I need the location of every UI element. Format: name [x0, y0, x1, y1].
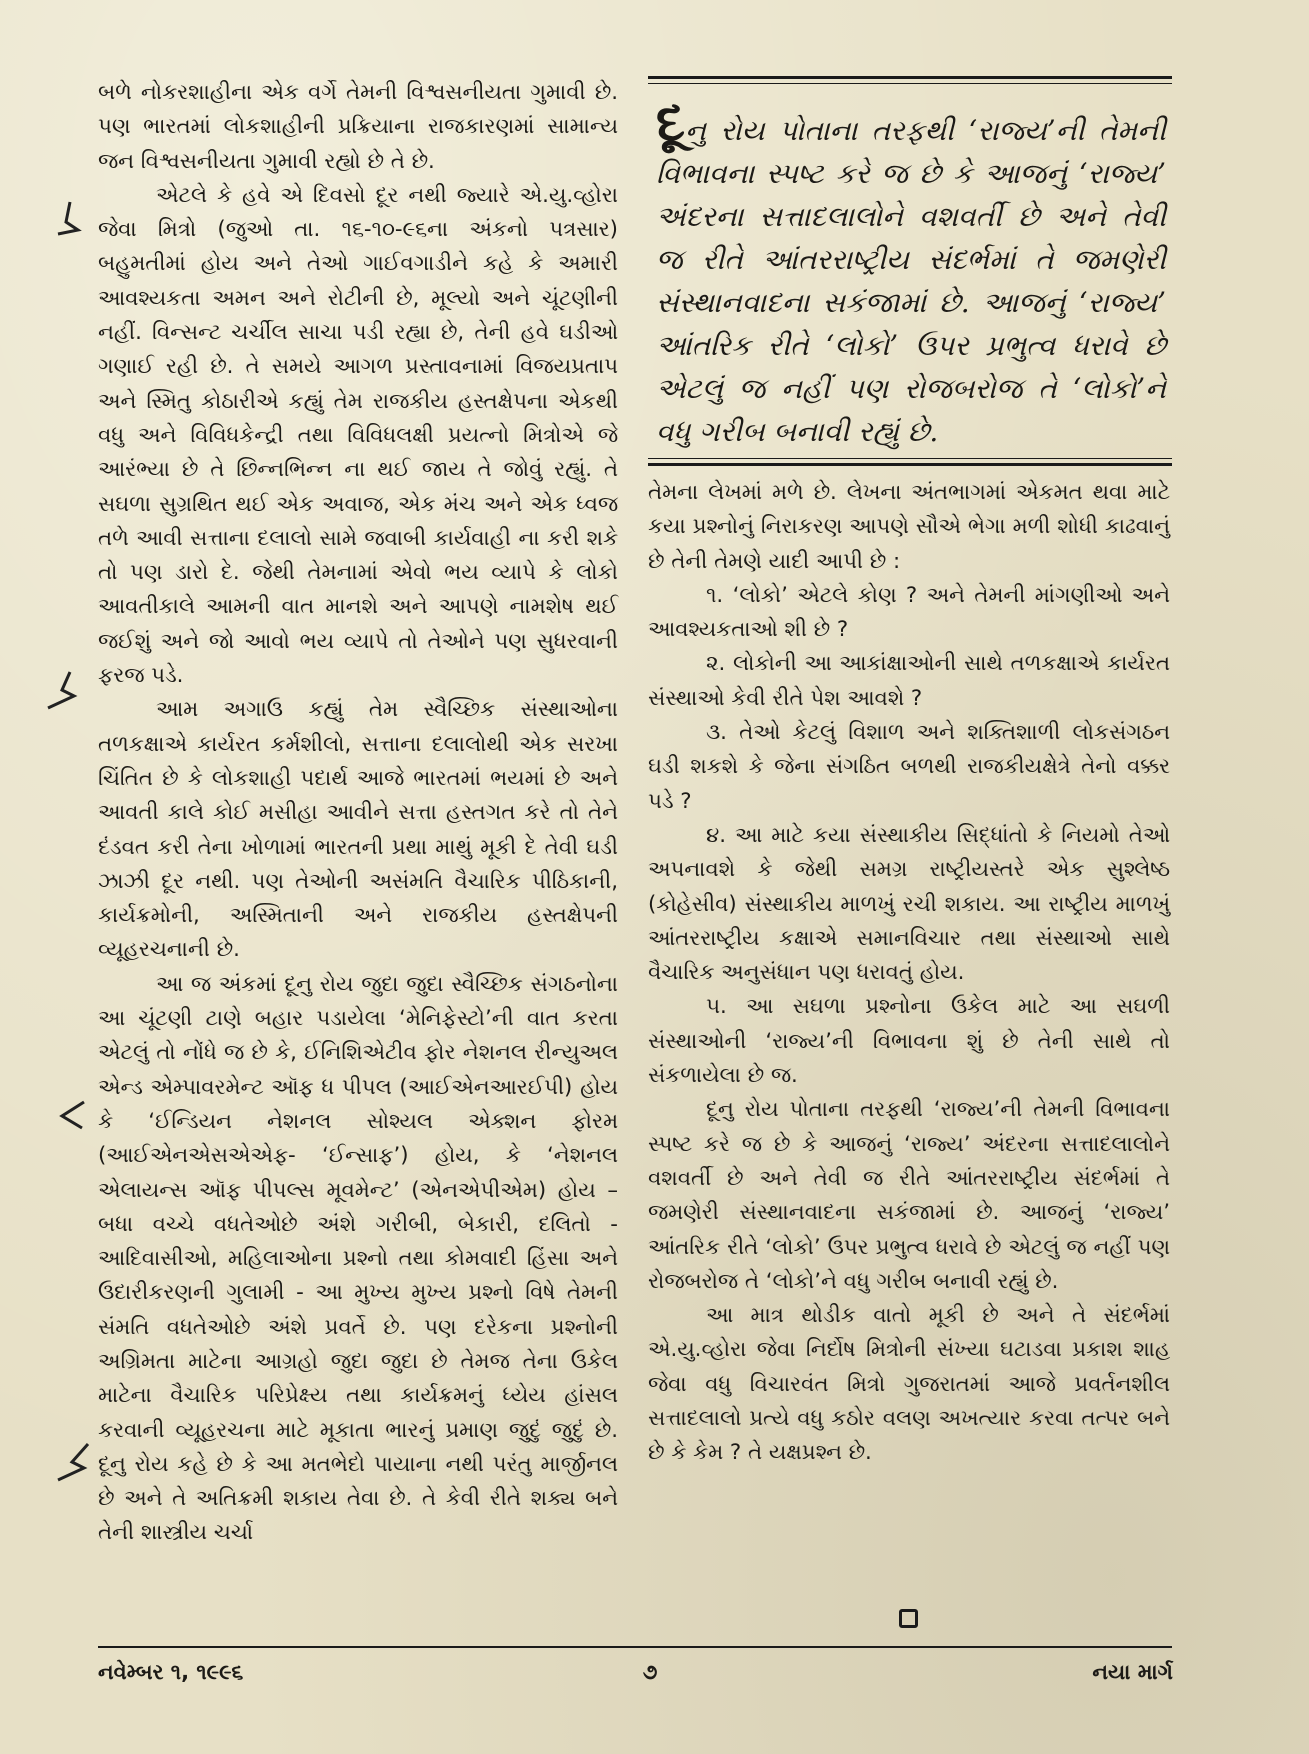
margin-pen-mark-icon [54, 1442, 94, 1482]
pullquote [656, 92, 1166, 453]
right-list-item-3: ૩. તેઓ કેટલું વિશાળ અને શક્તિશાળી લોકસંગઠન ઘડી શકશે કે જેના સંગઠિત બળથી રાજકીયક્ષેત્રે તેનો વક્કર પડે ? [648, 720, 1170, 814]
right-column [648, 476, 1170, 1471]
left-paragraph-4: આ જ અંકમાં દૂનુ રોય જુદા જુદા સ્વૈચ્છિક સંગઠનોના આ ચૂંટણી ટાણે બહાર પડાયેલા ‘મેનિફેસ્ટો’ની વાત કરતા એટલું તો નોંધે જ છે કે, ઈનિશિએટીવ ફોર નેશનલ રીન્યુઅલ એન્ડ એમ્પાવરમેન્ટ ઑફ ધ પીપલ (આઈએનઆરઈપી) હોય કે ‘ઈન્ડિયન નેશનલ સોશ્યલ એક્શન ફોરમ (આઈએનએસએએફ- ‘ઈન્સાફ’) હોય, કે ‘નેશનલ એલાયન્સ ઑફ પીપલ્સ મૂવમેન્ટ’ (એનએપીએમ) હોય – બધા વચ્ચે વધતેઓછે અંશે ગરીબી, બેકારી, દલિતો - આદિવાસીઓ, મહિલાઓના પ્રશ્નો તથા કોમવાદી હિંસા અને ઉદારીકરણની ગુલામી - આ મુખ્ય મુખ્ય પ્રશ્નો વિષે તેમની સંમતિ વધતેઓછે અંશે પ્રવર્તે છે. પણ દરેકના પ્રશ્નોની અગ્રિમતા માટેના આગ્રહો જુદા જુદા છે તેમજ તેના ઉકેલ માટેના વૈચારિક પરિપ્રેક્ષ્ય તથા કાર્યક્રમનું ધ્યેય હાંસલ કરવાની વ્યૂહરચના માટે મૂકાતા ભારનું પ્રમાણ જુદું જુદું છે. દૂનુ રોય કહે છે કે આ મતભેદો પાયાના નથી પરંતુ માર્જીનલ છે અને તે અતિક્રમી શકાય તેવા છે. તે કેવી રીતે શક્ય બને તેની શાસ્ત્રીય ચર્ચા [98, 971, 618, 1546]
left-paragraph-3: આમ અગાઉ કહ્યું તેમ સ્વૈચ્છિક સંસ્થાઓના તળકક્ષાએ કાર્યરત કર્મશીલો, સત્તાના દલાલોથી એક સરખા ચિંતિત છે કે લોકશાહી પદાર્થ આજે ભારતમાં ભયમાં છે અને આવતી કાલે કોઈ મસીહા આવીને સત્તા હસ્તગત કરે તો તેને દંડવત કરી તેના ખોળામાં ભારતની પ્રથા માથું મૂકી દે તેવી ઘડી ઝાઝી દૂર નથી. પણ તેઓની અસંમતિ વૈચારિક પીઠિકાની, કાર્યક્રમોની, અસ્મિતાની અને રાજકીય હસ્તક્ષેપની વ્યૂહરચનાની છે. [98, 697, 618, 963]
left-paragraph-2: એટલે કે હવે એ દિવસો દૂર નથી જ્યારે એ.યુ.વ્હોરા જેવા મિત્રો (જુઓ તા. ૧૬-૧૦-૯૬ના અંકનો પત્રસાર) બહુમતીમાં હોય અને તેઓ ગાઈવગાડીને કહે કે અમારી આવશ્યકતા અમન અને રોટીની છે, મૂલ્યો અને ચૂંટણીની નહીં. વિન્સન્ટ ચર્ચીલ સાચા પડી રહ્યા છે, તેની હવે ઘડીઓ ગણાઈ રહી છે. તે સમયે આગળ પ્રસ્તાવનામાં વિજયપ્રતાપ અને સ્મિતુ કોઠારીએ કહ્યું તેમ રાજકીય હસ્તક્ષેપના એકથી વધુ અને વિવિધકેન્દ્રી તથા વિવિધલક્ષી પ્રયત્નો મિત્રોએ જે આરંભ્યા છે તે છિન્નભિન્ન ના થઈ જાય તે જોવું રહ્યું. તે સઘળા સુગ્રથિત થઈ એક અવાજ, એક મંચ અને એક ધ્વજ તળે આવી સત્તાના દલાલો સામે જવાબી કાર્યવાહી ના કરી શકે તો પણ ડારો દે. જેથી તેમનામાં એવો ભય વ્યાપે કે લોકો આવતીકાલે આમની વાત માનશે અને આપણે નામશેષ થઈ જઈશું અને જો આવો ભય વ્યાપે તો તેઓને પણ સુધરવાની ફરજ પડે. [98, 182, 618, 689]
right-list-item-5: ૫. આ સઘળા પ્રશ્નોના ઉકેલ માટે આ સઘળી સંસ્થાઓની ‘રાજ્ય’ની વિભાવના શું છે તેની સાથે તો સંકળાયેલા છે જ. [648, 994, 1170, 1089]
right-list-item-4: ૪. આ માટે કયા સંસ્થાકીય સિદ્ધાંતો કે નિયમો તેઓ અપનાવશે કે જેથી સમગ્ર રાષ્ટ્રીયસ્તરે એક સુશ્લેષ્ઠ (કોહેસીવ) સંસ્થાકીય માળખું રચી શકાય. આ રાષ્ટ્રીય માળખું આંતરરાષ્ટ્રીય કક્ષાએ સમાનવિચાર તથા સંસ્થાઓ સાથે વૈચારિક અનુસંધાન પણ ધરાવતું હોય. [648, 822, 1170, 986]
footer-rule [98, 1646, 1172, 1648]
margin-pen-mark-icon [48, 1098, 88, 1138]
footer-publication-name: નયા માર્ગ [1092, 1660, 1173, 1684]
pullquote-dropcap: દૂ [656, 92, 686, 153]
pullquote-top-rule [648, 76, 1172, 84]
margin-pen-mark-icon [48, 200, 88, 240]
right-paragraph-7: દૂનુ રોય પોતાના તરફથી ‘રાજ્ય’ની તેમની વિભાવના સ્પષ્ટ કરે જ છે કે આજનું ‘રાજ્ય’ અંદરના સત્તાદલાલોને વશવર્તી છે અને તેવી જ રીતે આંતરરાષ્ટ્રીય સંદર્ભમાં તે જમણેરી સંસ્થાનવાદના સકંજામાં છે. આજનું ‘રાજ્ય’ આંતરિક રીતે ‘લોકો’ ઉપર પ્રભુત્વ ધરાવે છે એટલું જ નહીં પણ રોજબરોજ તે ‘લોકો’ને વધુ ગરીબ બનાવી રહ્યું છે. [648, 1097, 1170, 1294]
footer-page-number: ૭ [642, 1660, 658, 1684]
right-paragraph-1: તેમના લેખમાં મળે છે. લેખના અંતભાગમાં એકમત થવા માટે કયા પ્રશ્નોનું નિરાકરણ આપણે સૌએ ભેગા મળી શોધી કાઢવાનું છે તેની તેમણે યાદી આપી છે : [648, 480, 1170, 574]
left-column [98, 76, 618, 1551]
right-list-item-1: ૧. ‘લોકો’ એટલે કોણ ? અને તેમની માંગણીઓ અને આવશ્યકતાઓ શી છે ? [648, 582, 1170, 643]
end-of-article-box-icon [899, 1609, 918, 1628]
right-paragraph-8: આ માત્ર થોડીક વાતો મૂકી છે અને તે સંદર્ભમાં એ.યુ.વ્હોરા જેવા નિર્દોષ મિત્રોની સંખ્યા ઘટાડવા પ્રકાશ શાહ જેવા વધુ વિચારવંત મિત્રો ગુજરાતમાં આજે પ્રવર્તનશીલ સત્તાદલાલો પ્રત્યે વધુ કઠોર વલણ અખત્યાર કરવા તત્પર બને છે કે કેમ ? તે યક્ષપ્રશ્ન છે. [648, 1303, 1170, 1466]
pullquote-bottom-rule [648, 458, 1172, 466]
footer-date: નવેમ્બર ૧, ૧૯૯૬ [98, 1660, 244, 1684]
right-list-item-2: ૨. લોકોની આ આકાંક્ષાઓની સાથે તળકક્ષાએ કાર્યરત સંસ્થાઓ કેવી રીતે પેશ આવશે ? [648, 651, 1170, 711]
left-paragraph-1: બળે નોકરશાહીના એક વર્ગે તેમની વિશ્વસનીયતા ગુમાવી છે. પણ ભારતમાં લોકશાહીની પ્રક્રિયાના રાજકારણમાં સામાન્ય જન વિશ્વસનીયતા ગુમાવી રહ્યો છે તે છે. [98, 80, 618, 174]
pullquote-text: નુ રોય પોતાના તરફથી ‘રાજ્ય’ની તેમની વિભાવના સ્પષ્ટ કરે જ છે કે આજનું ‘રાજ્ય’ અંદરના સત્તાદલાલોને વશવર્તી છે અને તેવી જ રીતે આંતરરાષ્ટ્રીય સંદર્ભમાં તે જમણેરી સંસ્થાનવાદના સકંજામાં છે. આજનું ‘રાજ્ય’ આંતરિક રીતે ‘લોકો’ ઉપર પ્રભુત્વ ધરાવે છે એટલું જ નહીં પણ રોજબરોજ તે ‘લોકો’ને વધુ ગરીબ બનાવી રહ્યું છે. [656, 114, 1166, 448]
margin-pen-mark-icon [42, 670, 82, 710]
